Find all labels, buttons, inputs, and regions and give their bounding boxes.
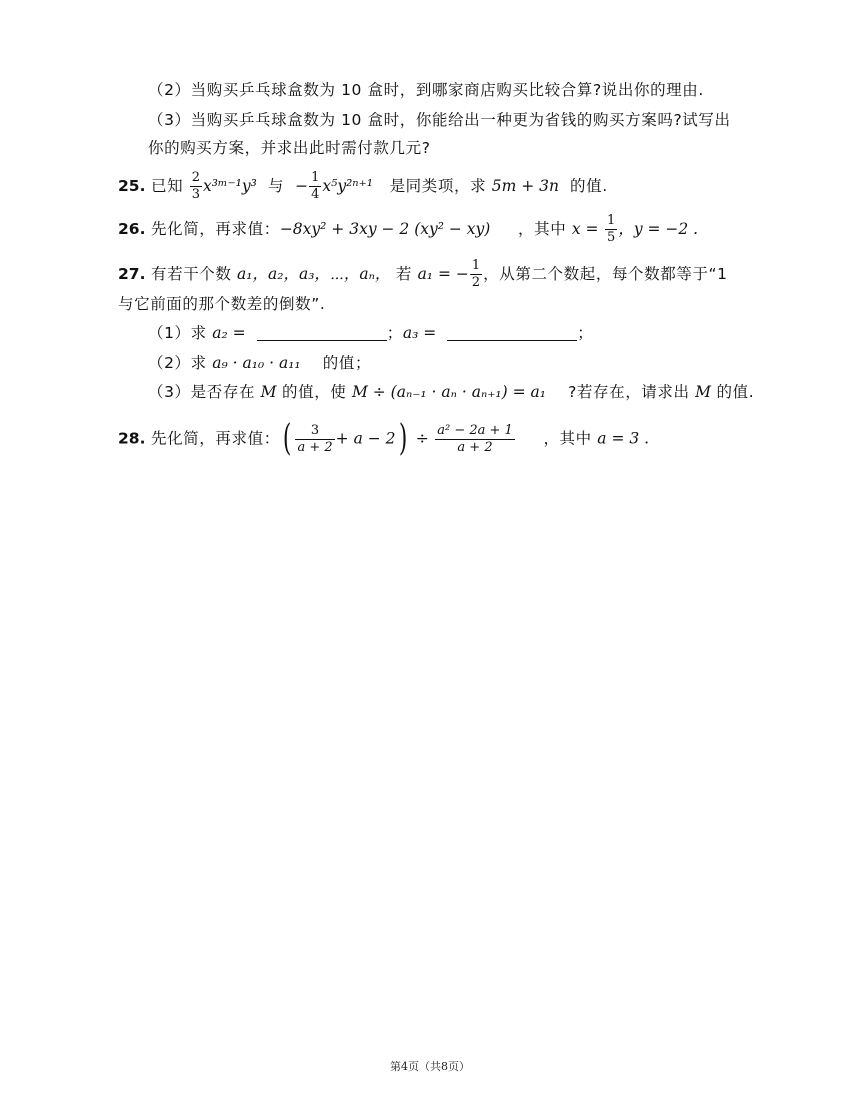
q27-part3-expression: M ÷ (aₙ₋₁ · aₙ · aₙ₊₁) = a₁ (351, 383, 546, 401)
y-equals: ，y = −2 . (618, 220, 699, 238)
q25-intro: 已知 (151, 177, 184, 195)
monomial-1: x³ᵐ⁻¹y³ (203, 177, 257, 195)
q24-part3-line2 (148, 137, 431, 159)
q26-expression: −8xy² + 3xy − 2 (xy² − xy) (279, 220, 491, 238)
q27-part2-expression: a₉ · a₁₀ · a₁₁ (212, 354, 301, 372)
question-28 (118, 419, 649, 459)
fraction-numerator: 3 (295, 423, 334, 440)
question-number: 28. (118, 429, 146, 448)
fraction-numerator: 1 (471, 258, 481, 273)
fraction-denominator: a + 2 (457, 439, 493, 455)
q27-if: 若 (395, 265, 413, 283)
a2-equals: a₂ = (212, 324, 246, 342)
q24-part2-text: （2）当购买乒乓球盒数为 10 盒时，到哪家商店购买比较合算?说出你的理由. (148, 81, 704, 99)
fraction-2-3 (190, 170, 202, 203)
fraction-denominator: 5 (607, 230, 616, 245)
a1-equals: a₁ = − (417, 265, 469, 283)
q24-part3-line1 (148, 109, 731, 131)
q28-condition: a = 3 . (597, 429, 650, 448)
fraction-denominator: 4 (311, 187, 320, 202)
q27-part3-question: ?若存在，请求出 (568, 383, 690, 401)
divide-sign: ÷ (415, 429, 429, 448)
fraction-1-5 (605, 213, 617, 246)
fraction-denominator: 2 (471, 275, 481, 290)
q25-middle: 是同类项，求 (389, 177, 487, 195)
separator: ； (386, 324, 403, 342)
right-paren: ) (398, 418, 408, 459)
q26-intro: 先化简，再求值： (151, 220, 280, 238)
fraction-a-squared (435, 423, 515, 456)
q25-and: 与 (267, 177, 285, 195)
question-number: 27. (118, 265, 146, 283)
variable-M: M (260, 383, 277, 401)
fraction-numerator: 1 (607, 213, 616, 228)
fraction-denominator: 3 (191, 187, 201, 202)
q27-part1 (148, 322, 593, 344)
q28-where: ，其中 (543, 429, 592, 448)
q26-where: ，其中 (518, 220, 567, 238)
q28-intro: 先化简，再求值： (151, 429, 280, 448)
fraction-numerator: a² − 2a + 1 (437, 422, 513, 438)
q25-expression: 5m + 3n (491, 177, 559, 195)
x-equals: x = (571, 220, 599, 238)
q25-end: 的值. (570, 177, 608, 195)
q27-part3-mid: 的值，使 (282, 383, 347, 401)
fraction-3-over-a-plus-2 (295, 423, 334, 456)
q27-part2-end: 的值； (322, 354, 372, 372)
q27-line2-text: 与它前面的那个数差的倒数”. (118, 295, 326, 313)
a3-equals: a₃ = (402, 324, 437, 342)
sequence: a₁，a₂，a₃，⋯，aₙ， (237, 265, 391, 283)
page-footer: 第4页（共8页） (390, 1060, 470, 1073)
question-number: 25. (118, 177, 146, 195)
minus-sign: − (295, 177, 309, 195)
q28-plus-term: + a − 2 (335, 429, 396, 448)
fraction-1-4 (309, 170, 321, 203)
q27-part3-end: 的值. (716, 383, 755, 401)
question-number: 26. (118, 220, 146, 238)
question-25 (118, 170, 608, 203)
answer-blank-a2[interactable] (257, 340, 387, 341)
q27-part3 (148, 381, 754, 403)
separator: ； (577, 324, 594, 342)
q27-part2-label: （2）求 (148, 354, 207, 372)
fraction-denominator: a + 2 (297, 439, 333, 455)
monomial-2: x⁵y²ⁿ⁺¹ (322, 177, 373, 195)
left-paren: ( (282, 418, 292, 459)
q24-part3-text-cont: 你的购买方案，并求出此时需付款几元? (148, 139, 431, 157)
question-27 (118, 258, 728, 291)
answer-blank-a3[interactable] (447, 340, 577, 341)
variable-M: M (695, 383, 712, 401)
question-26 (118, 213, 698, 246)
q27-line2 (118, 293, 325, 315)
fraction-numerator: 2 (191, 170, 201, 185)
q27-part1-label: （1）求 (148, 324, 207, 342)
fraction-numerator: 1 (311, 170, 320, 185)
fraction-1-2 (470, 258, 482, 291)
q27-intro: 有若干个数 (151, 265, 232, 283)
q24-part3-text: （3）当购买乒乓球盒数为 10 盒时，你能给出一种更为省钱的购买方案吗?试写出 (148, 111, 731, 129)
q27-part3-label: （3）是否存在 (148, 383, 256, 401)
q27-rest: ，从第二个数起，每个数都等于“1 (483, 265, 728, 283)
q24-part2 (148, 79, 704, 101)
q27-part2 (148, 352, 371, 374)
